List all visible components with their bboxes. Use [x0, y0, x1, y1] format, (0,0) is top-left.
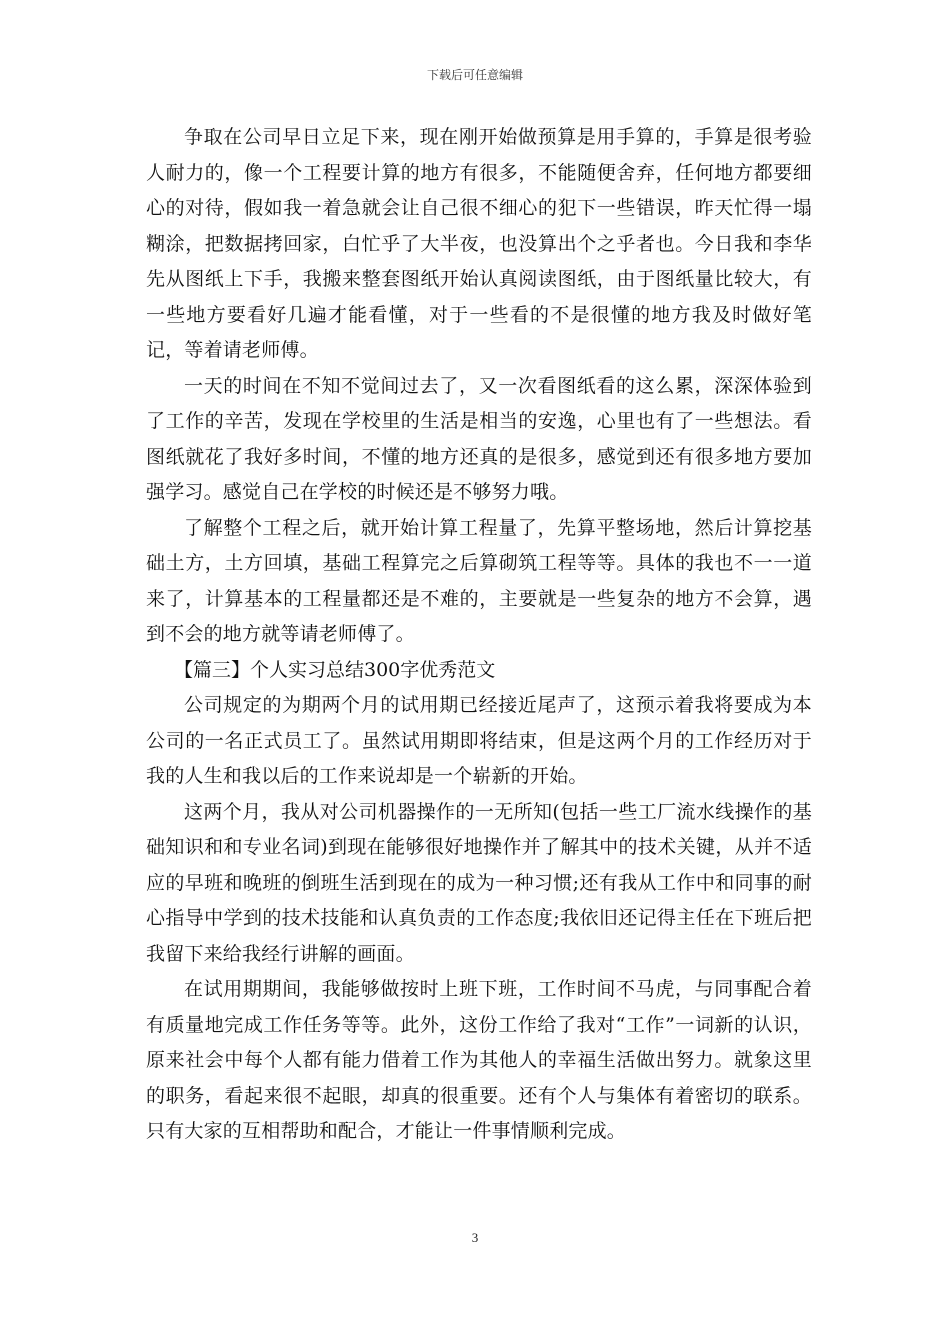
paragraph-1: 争取在公司早日立足下来，现在刚开始做预算是用手算的，手算是很考验人耐力的，像一个工程要计算的地方有很多，不能随便舍弃，任何地方都要细心的对待，假如我一着急就会让自己很不细心的犯下一些错误，昨天忙得一塌糊涂，把数据拷回家，白忙乎了大半夜，也没算出个之乎者也。今日我和李华先从图纸上下手，我搬来整套图纸开始认真阅读图纸，由于图纸量比较大，有一些地方要看好几遍才能看懂，对于一些看的不是很懂的地方我及时做好笔记，等着请老师傅。	[146, 126, 812, 361]
section-heading: 【篇三】个人实习总结300字优秀范文	[174, 658, 496, 681]
paragraph-2: 一天的时间在不知不觉间过去了，又一次看图纸看的这么累，深深体验到了工作的辛苦，发现在学校里的生活是相当的安逸，心里也有了一些想法。看图纸就花了我好多时间，不懂的地方还真的是很多，感觉到还有很多地方要加强学习。感觉自己在学校的时候还是不够努力哦。	[146, 374, 812, 503]
document-body	[146, 120, 812, 1150]
paragraph-3: 了解整个工程之后，就开始计算工程量了，先算平整场地，然后计算挖基础土方，土方回填，基础工程算完之后算砌筑工程等等。具体的我也不一一道来了，计算基本的工程量都还是不难的，主要就是一些复杂的地方不会算，遇到不会的地方就等请老师傅了。	[146, 516, 812, 645]
page-header: 下载后可任意编辑	[426, 68, 523, 82]
paragraph-4: 公司规定的为期两个月的试用期已经接近尾声了，这预示着我将要成为本公司的一名正式员工了。虽然试用期即将结束，但是这两个月的工作经历对于我的人生和我以后的工作来说却是一个崭新的开始。	[146, 694, 812, 787]
page-number: 3	[471, 1230, 479, 1245]
paragraph-5: 这两个月，我从对公司机器操作的一无所知(包括一些工厂流水线操作的基础知识和和专业名词)到现在能够很好地操作并了解其中的技术关键，从并不适应的早班和晚班的倒班生活到现在的成为一种习惯;还有我从工作中和同事的耐心指导中学到的技术技能和认真负责的工作态度;我依旧还记得主任在下班后把我留下来给我经行讲解的画面。	[146, 800, 812, 965]
paragraph-6: 在试用期期间，我能够做按时上班下班，工作时间不马虎，与同事配合着有质量地完成工作任务等等。此外，这份工作给了我对“工作”一词新的认识，原来社会中每个人都有能力借着工作为其他人的幸福生活做出努力。就象这里的职务，看起来很不起眼，却真的很重要。还有个人与集体有着密切的联系。只有大家的互相帮助和配合，才能让一件事情顺利完成。	[146, 978, 812, 1142]
